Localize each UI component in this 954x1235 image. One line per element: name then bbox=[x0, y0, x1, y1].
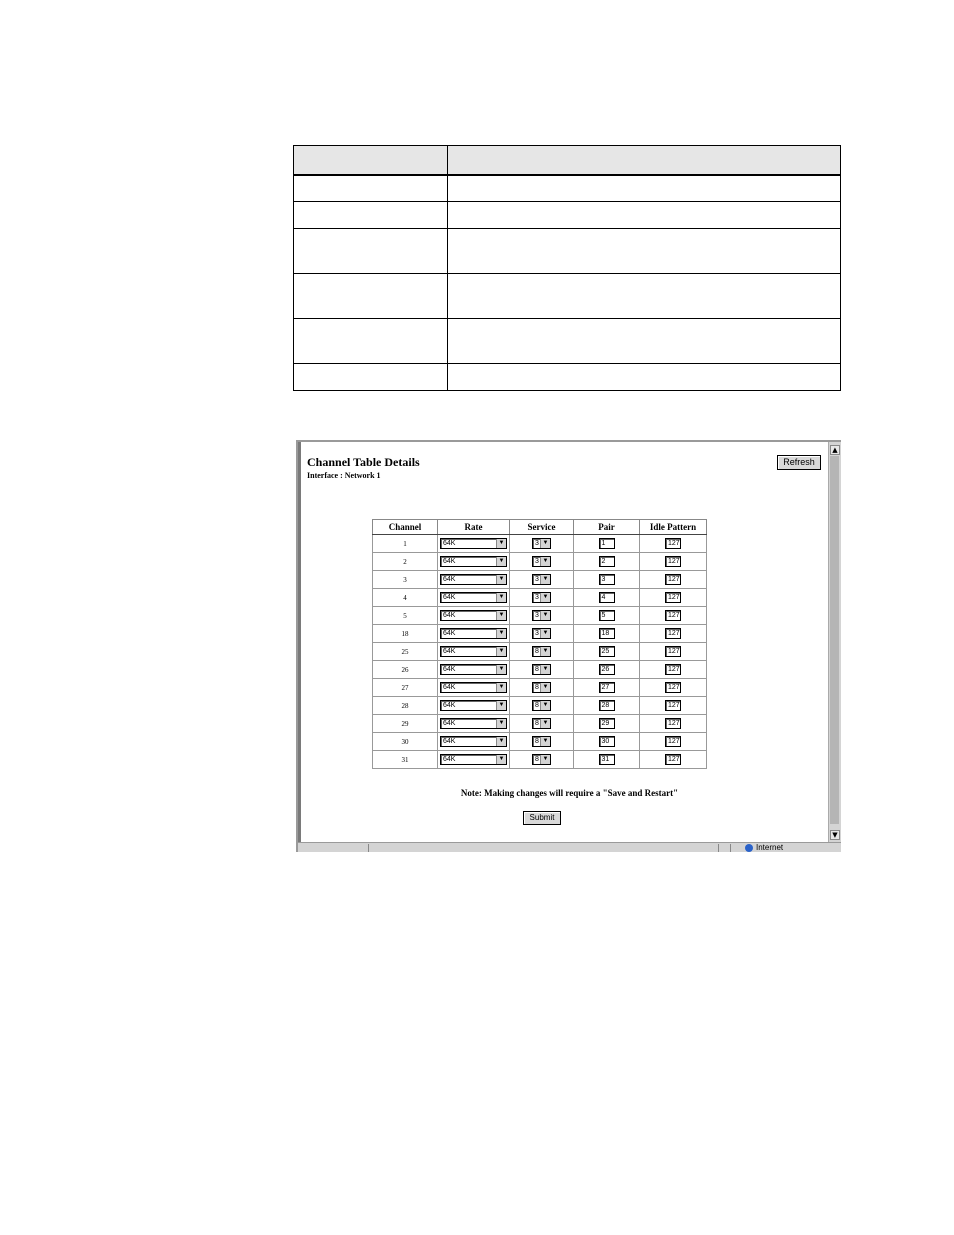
pair-cell bbox=[574, 697, 640, 715]
rate-value: 64K bbox=[443, 720, 456, 727]
reference-cell bbox=[448, 175, 841, 201]
table-row bbox=[373, 535, 707, 553]
idle-pattern-input[interactable]: 127 bbox=[665, 556, 681, 567]
rate-select[interactable] bbox=[440, 718, 507, 729]
rate-value: 64K bbox=[443, 558, 456, 565]
rate-value: 64K bbox=[443, 702, 456, 709]
service-cell bbox=[510, 571, 574, 589]
rate-select[interactable] bbox=[440, 574, 507, 585]
chevron-down-icon[interactable]: ▼ bbox=[496, 629, 506, 638]
reference-header-cell bbox=[294, 146, 448, 176]
idle-pattern-input[interactable]: 127 bbox=[665, 664, 681, 675]
rate-cell bbox=[438, 607, 510, 625]
channel-number: 2 bbox=[373, 553, 438, 571]
status-bar bbox=[298, 842, 841, 852]
table-row bbox=[373, 697, 707, 715]
channel-number: 30 bbox=[373, 733, 438, 751]
chevron-down-icon[interactable]: ▼ bbox=[540, 539, 550, 548]
idle-pattern-input[interactable]: 127 bbox=[665, 628, 681, 639]
rate-cell bbox=[438, 715, 510, 733]
idle-pattern-input[interactable]: 127 bbox=[665, 574, 681, 585]
page-subtitle: Interface : Network 1 bbox=[307, 471, 381, 480]
chevron-down-icon[interactable]: ▼ bbox=[496, 593, 506, 602]
idle-pattern-cell bbox=[640, 607, 707, 625]
chevron-down-icon[interactable]: ▼ bbox=[540, 719, 550, 728]
chevron-down-icon[interactable]: ▼ bbox=[496, 683, 506, 692]
reference-cell bbox=[448, 318, 841, 363]
service-value: 8 bbox=[535, 684, 539, 691]
service-select[interactable] bbox=[532, 754, 551, 765]
chevron-down-icon[interactable]: ▼ bbox=[540, 665, 550, 674]
channel-table bbox=[372, 519, 707, 769]
status-segment bbox=[730, 844, 743, 852]
rate-select[interactable] bbox=[440, 700, 507, 711]
table-row bbox=[373, 607, 707, 625]
service-select[interactable] bbox=[532, 538, 551, 549]
reference-row bbox=[294, 363, 841, 390]
idle-pattern-cell bbox=[640, 535, 707, 553]
service-value: 8 bbox=[535, 738, 539, 745]
channel-number: 18 bbox=[373, 625, 438, 643]
reference-table bbox=[293, 145, 841, 391]
scroll-up-icon[interactable]: ▲ bbox=[830, 445, 840, 455]
chevron-down-icon[interactable]: ▼ bbox=[540, 755, 550, 764]
idle-pattern-cell bbox=[640, 661, 707, 679]
rate-value: 64K bbox=[443, 756, 456, 763]
pair-input[interactable]: 27 bbox=[599, 682, 615, 693]
idle-pattern-input[interactable]: 127 bbox=[665, 646, 681, 657]
reference-cell bbox=[448, 273, 841, 318]
rate-cell bbox=[438, 553, 510, 571]
channel-number: 25 bbox=[373, 643, 438, 661]
pair-input[interactable]: 1 bbox=[599, 538, 615, 549]
service-cell bbox=[510, 553, 574, 571]
idle-pattern-cell bbox=[640, 589, 707, 607]
reference-row bbox=[294, 273, 841, 318]
rate-select[interactable] bbox=[440, 556, 507, 567]
chevron-down-icon[interactable]: ▼ bbox=[496, 575, 506, 584]
service-cell bbox=[510, 751, 574, 769]
table-row bbox=[373, 571, 707, 589]
chevron-down-icon[interactable]: ▼ bbox=[540, 557, 550, 566]
rate-select[interactable] bbox=[440, 538, 507, 549]
rate-cell bbox=[438, 571, 510, 589]
pair-input[interactable]: 4 bbox=[599, 592, 615, 603]
service-cell bbox=[510, 589, 574, 607]
service-value: 3 bbox=[535, 540, 539, 547]
rate-select[interactable] bbox=[440, 592, 507, 603]
service-select[interactable] bbox=[532, 664, 551, 675]
pair-cell bbox=[574, 607, 640, 625]
service-cell bbox=[510, 715, 574, 733]
reference-cell bbox=[294, 201, 448, 228]
channel-number: 29 bbox=[373, 715, 438, 733]
service-select[interactable] bbox=[532, 646, 551, 657]
pair-input[interactable]: 30 bbox=[599, 736, 615, 747]
service-select[interactable] bbox=[532, 736, 551, 747]
reference-cell bbox=[294, 318, 448, 363]
service-value: 3 bbox=[535, 558, 539, 565]
security-zone-label: Internet bbox=[756, 843, 784, 852]
idle-pattern-cell bbox=[640, 571, 707, 589]
rate-select[interactable] bbox=[440, 646, 507, 657]
service-cell bbox=[510, 661, 574, 679]
idle-pattern-cell bbox=[640, 625, 707, 643]
idle-pattern-input[interactable]: 127 bbox=[665, 736, 681, 747]
idle-pattern-input[interactable]: 127 bbox=[665, 592, 681, 603]
pair-cell bbox=[574, 643, 640, 661]
frame-border bbox=[298, 442, 301, 842]
submit-button[interactable]: Submit bbox=[523, 811, 561, 825]
reference-header-cell bbox=[448, 146, 841, 176]
table-row bbox=[373, 553, 707, 571]
rate-select[interactable] bbox=[440, 610, 507, 621]
service-select[interactable] bbox=[532, 592, 551, 603]
chevron-down-icon[interactable]: ▼ bbox=[540, 611, 550, 620]
service-value: 3 bbox=[535, 630, 539, 637]
reference-cell bbox=[294, 273, 448, 318]
rate-cell bbox=[438, 733, 510, 751]
pair-input[interactable]: 3 bbox=[599, 574, 615, 585]
service-select[interactable] bbox=[532, 682, 551, 693]
idle-pattern-cell bbox=[640, 553, 707, 571]
pair-cell bbox=[574, 715, 640, 733]
vertical-scrollbar[interactable] bbox=[828, 442, 841, 842]
rate-value: 64K bbox=[443, 612, 456, 619]
pair-cell bbox=[574, 571, 640, 589]
idle-pattern-cell bbox=[640, 697, 707, 715]
service-value: 8 bbox=[535, 666, 539, 673]
page-title: Channel Table Details bbox=[307, 455, 420, 469]
rate-cell bbox=[438, 535, 510, 553]
chevron-down-icon[interactable]: ▼ bbox=[540, 629, 550, 638]
rate-select[interactable] bbox=[440, 736, 507, 747]
reference-cell bbox=[294, 228, 448, 273]
service-cell bbox=[510, 625, 574, 643]
idle-pattern-cell bbox=[640, 733, 707, 751]
rate-value: 64K bbox=[443, 540, 456, 547]
idle-pattern-input[interactable]: 127 bbox=[665, 718, 681, 729]
pair-input[interactable]: 5 bbox=[599, 610, 615, 621]
channel-table-body bbox=[373, 535, 707, 769]
pair-input[interactable]: 29 bbox=[599, 718, 615, 729]
chevron-down-icon[interactable]: ▼ bbox=[496, 539, 506, 548]
chevron-down-icon[interactable]: ▼ bbox=[496, 647, 506, 656]
reference-cell bbox=[448, 363, 841, 390]
pair-cell bbox=[574, 553, 640, 571]
table-row bbox=[373, 643, 707, 661]
idle-pattern-input[interactable]: 127 bbox=[665, 610, 681, 621]
reference-row bbox=[294, 201, 841, 228]
service-cell bbox=[510, 733, 574, 751]
pair-cell bbox=[574, 733, 640, 751]
column-header-rate: Rate bbox=[438, 520, 510, 535]
column-header-channel: Channel bbox=[373, 520, 438, 535]
chevron-down-icon[interactable]: ▼ bbox=[496, 719, 506, 728]
service-cell bbox=[510, 535, 574, 553]
rate-cell bbox=[438, 661, 510, 679]
channel-number: 3 bbox=[373, 571, 438, 589]
chevron-down-icon[interactable]: ▼ bbox=[540, 647, 550, 656]
pair-input[interactable]: 28 bbox=[599, 700, 615, 711]
rate-value: 64K bbox=[443, 648, 456, 655]
idle-pattern-cell bbox=[640, 679, 707, 697]
chevron-down-icon[interactable]: ▼ bbox=[540, 737, 550, 746]
service-value: 3 bbox=[535, 594, 539, 601]
rate-select[interactable] bbox=[440, 682, 507, 693]
chevron-down-icon[interactable]: ▼ bbox=[496, 557, 506, 566]
scroll-down-icon[interactable]: ▼ bbox=[830, 830, 840, 840]
service-value: 3 bbox=[535, 612, 539, 619]
channel-table-header bbox=[373, 520, 707, 535]
security-zone bbox=[745, 843, 783, 852]
channel-number: 28 bbox=[373, 697, 438, 715]
idle-pattern-input[interactable]: 127 bbox=[665, 700, 681, 711]
rate-cell bbox=[438, 697, 510, 715]
idle-pattern-cell bbox=[640, 751, 707, 769]
channel-number: 1 bbox=[373, 535, 438, 553]
table-row bbox=[373, 589, 707, 607]
reference-row bbox=[294, 175, 841, 201]
reference-row bbox=[294, 318, 841, 363]
refresh-button[interactable]: Refresh bbox=[777, 455, 821, 470]
table-row bbox=[373, 733, 707, 751]
service-select[interactable] bbox=[532, 700, 551, 711]
chevron-down-icon[interactable]: ▼ bbox=[496, 755, 506, 764]
reference-cell bbox=[294, 175, 448, 201]
reference-cell bbox=[448, 228, 841, 273]
chevron-down-icon[interactable]: ▼ bbox=[496, 611, 506, 620]
idle-pattern-input[interactable]: 127 bbox=[665, 754, 681, 765]
rate-cell bbox=[438, 589, 510, 607]
pair-input[interactable]: 26 bbox=[599, 664, 615, 675]
pair-input[interactable]: 25 bbox=[599, 646, 615, 657]
chevron-down-icon[interactable]: ▼ bbox=[496, 737, 506, 746]
table-row bbox=[373, 661, 707, 679]
pair-input[interactable]: 31 bbox=[599, 754, 615, 765]
service-select[interactable] bbox=[532, 556, 551, 567]
service-value: 8 bbox=[535, 720, 539, 727]
chevron-down-icon[interactable]: ▼ bbox=[540, 701, 550, 710]
rate-select[interactable] bbox=[440, 754, 507, 765]
service-cell bbox=[510, 697, 574, 715]
chevron-down-icon[interactable]: ▼ bbox=[496, 701, 506, 710]
status-segment bbox=[298, 844, 369, 852]
reference-row bbox=[294, 228, 841, 273]
chevron-down-icon[interactable]: ▼ bbox=[540, 683, 550, 692]
rate-select[interactable] bbox=[440, 628, 507, 639]
reference-cell bbox=[294, 363, 448, 390]
pair-cell bbox=[574, 625, 640, 643]
service-value: 8 bbox=[535, 648, 539, 655]
table-row bbox=[373, 679, 707, 697]
idle-pattern-input[interactable]: 127 bbox=[665, 682, 681, 693]
rate-value: 64K bbox=[443, 684, 456, 691]
rate-cell bbox=[438, 751, 510, 769]
rate-cell bbox=[438, 679, 510, 697]
service-cell bbox=[510, 607, 574, 625]
rate-value: 64K bbox=[443, 594, 456, 601]
browser-window bbox=[296, 440, 841, 852]
service-select[interactable] bbox=[532, 574, 551, 585]
pair-input[interactable]: 2 bbox=[599, 556, 615, 567]
rate-value: 64K bbox=[443, 576, 456, 583]
service-select[interactable] bbox=[532, 610, 551, 621]
channel-number: 26 bbox=[373, 661, 438, 679]
idle-pattern-input[interactable]: 127 bbox=[665, 538, 681, 549]
service-value: 8 bbox=[535, 756, 539, 763]
pair-cell bbox=[574, 679, 640, 697]
rate-cell bbox=[438, 625, 510, 643]
service-select[interactable] bbox=[532, 628, 551, 639]
channel-number: 27 bbox=[373, 679, 438, 697]
pair-cell bbox=[574, 535, 640, 553]
rate-cell bbox=[438, 643, 510, 661]
table-row bbox=[373, 751, 707, 769]
chevron-down-icon[interactable]: ▼ bbox=[540, 593, 550, 602]
service-select[interactable] bbox=[532, 718, 551, 729]
pair-input[interactable]: 18 bbox=[599, 628, 615, 639]
column-header-pair: Pair bbox=[574, 520, 640, 535]
channel-number: 4 bbox=[373, 589, 438, 607]
channel-number: 31 bbox=[373, 751, 438, 769]
table-row bbox=[373, 715, 707, 733]
column-header-idle-pattern: Idle Pattern bbox=[640, 520, 707, 535]
chevron-down-icon[interactable]: ▼ bbox=[540, 575, 550, 584]
table-row bbox=[373, 625, 707, 643]
reference-cell bbox=[448, 201, 841, 228]
restart-note: Note: Making changes will require a "Save and Restart" bbox=[460, 788, 679, 798]
chevron-down-icon[interactable]: ▼ bbox=[496, 665, 506, 674]
pair-cell bbox=[574, 589, 640, 607]
column-header-service: Service bbox=[510, 520, 574, 535]
service-value: 8 bbox=[535, 702, 539, 709]
reference-table-header bbox=[294, 146, 841, 176]
service-cell bbox=[510, 679, 574, 697]
channel-number: 5 bbox=[373, 607, 438, 625]
idle-pattern-cell bbox=[640, 715, 707, 733]
pair-cell bbox=[574, 661, 640, 679]
service-value: 3 bbox=[535, 576, 539, 583]
idle-pattern-cell bbox=[640, 643, 707, 661]
scrollbar-thumb[interactable] bbox=[830, 456, 839, 824]
globe-icon bbox=[745, 844, 753, 852]
rate-value: 64K bbox=[443, 666, 456, 673]
rate-select[interactable] bbox=[440, 664, 507, 675]
rate-value: 64K bbox=[443, 738, 456, 745]
pair-cell bbox=[574, 751, 640, 769]
rate-value: 64K bbox=[443, 630, 456, 637]
service-cell bbox=[510, 643, 574, 661]
